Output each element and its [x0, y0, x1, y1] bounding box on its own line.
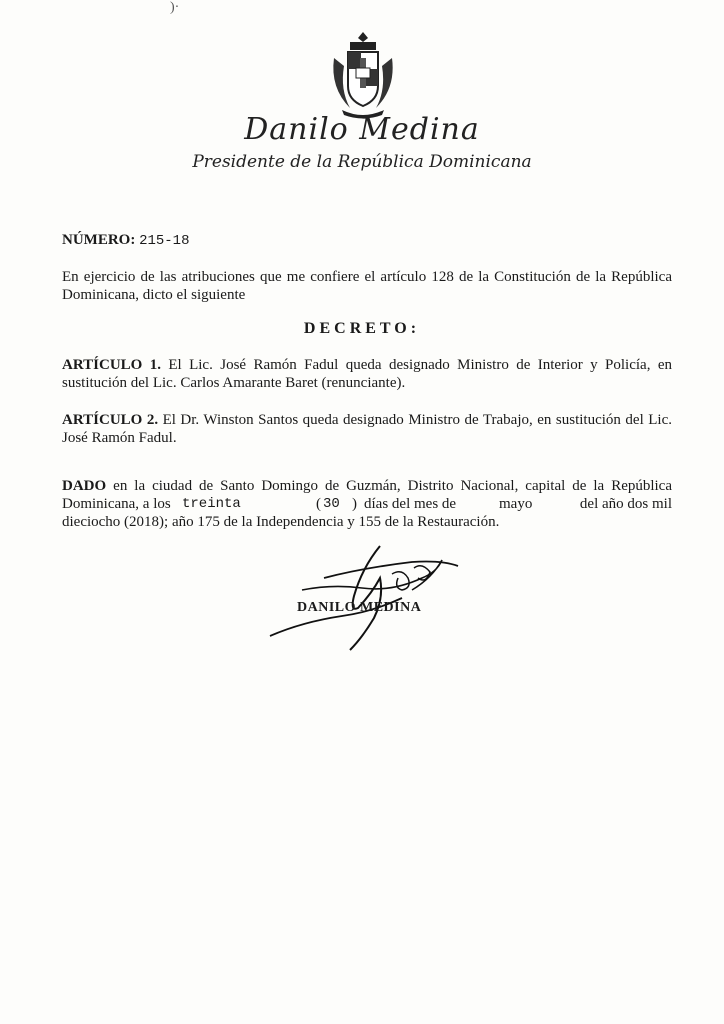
- decree-number-value: 215-18: [139, 233, 190, 249]
- coat-of-arms-seal-icon: [322, 28, 404, 120]
- article-1-label: ARTÍCULO 1.: [62, 357, 161, 373]
- dado-line-3: dieciocho (2018); año 175 de la Independencia y 155 de la Restauración.: [62, 514, 500, 530]
- decree-number-label: NÚMERO:: [62, 232, 136, 248]
- dado-day-close: ): [352, 496, 357, 512]
- dado-day-number: 30: [323, 496, 340, 512]
- dado-line-1: [62, 477, 672, 495]
- dado-line-2-c: del año dos mil: [579, 496, 672, 512]
- dado-line-2-a: Dominicana, a los: [62, 496, 171, 512]
- dado-day-word: treinta: [182, 496, 241, 512]
- intro-paragraph: En ejercicio de las atribuciones que me confiere el artículo 128 de la Constitución de la República Dominicana, dicto el siguiente: [62, 269, 672, 303]
- dado-day-open: (: [316, 496, 321, 512]
- dado-paragraph: [62, 477, 672, 531]
- article-1: [62, 356, 672, 392]
- article-2-text: El Dr. Winston Santos queda designado Ministro de Trabajo, en sustitución del Lic. José Ramón Fadul.: [62, 412, 672, 446]
- signature-name: DANILO MEDINA: [297, 600, 422, 615]
- article-2: [62, 411, 672, 447]
- dado-month: mayo: [499, 496, 533, 512]
- dado-line-2-b: días del mes de: [364, 496, 457, 512]
- dado-line-2: [62, 495, 672, 513]
- article-2-label: ARTÍCULO 2.: [62, 412, 159, 428]
- header-name: Danilo Medina: [244, 112, 480, 147]
- dado-line-1-text: en la ciudad de Santo Domingo de Guzmán, Distrito Nacional, capital de la República: [113, 478, 673, 494]
- decree-number: [62, 232, 190, 249]
- header-title: Presidente de la República Dominicana: [192, 152, 532, 172]
- article-1-text: El Lic. José Ramón Fadul queda designado Ministro de Interior y Policía, en sustitución del Lic. Carlos Amarante Baret (renunciante).: [62, 357, 672, 391]
- decreto-heading: DECRETO:: [303, 320, 421, 337]
- dado-label: DADO: [62, 478, 107, 494]
- scan-mark: )·: [170, 0, 180, 15]
